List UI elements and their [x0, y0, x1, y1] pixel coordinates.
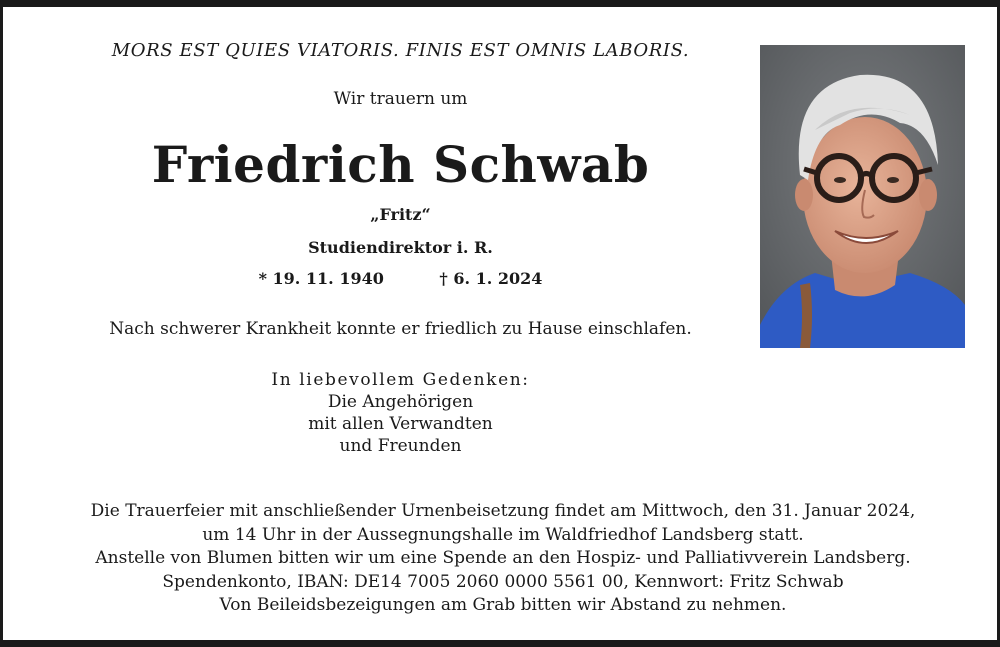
professional-title: Studiendirektor i. R.: [308, 238, 493, 257]
birth-date: * 19. 11. 1940: [258, 269, 384, 288]
motto: MORS EST QUIES VIATORIS. FINIS EST OMNIS LABORIS.: [111, 40, 690, 61]
death-date: † 6. 1. 2024: [439, 269, 543, 288]
service-info: [23, 500, 983, 618]
memory-line: Die Angehörigen: [327, 392, 474, 412]
deceased-name: Friedrich Schwab: [151, 135, 650, 194]
life-dates: [43, 269, 758, 288]
service-line: Die Trauerfeier mit anschließender Urnenbeisetzung findet am Mittwoch, den 31. Januar 2024,: [90, 501, 916, 521]
service-line: Von Beileidsbezeigungen am Grab bitten wir Abstand zu nehmen.: [219, 595, 787, 615]
service-line: um 14 Uhr in der Aussegnungshalle im Waldfriedhof Landsberg statt.: [202, 524, 804, 545]
portrait-photo-icon: [760, 45, 965, 348]
nickname: „Fritz“: [370, 205, 431, 224]
memory-lead: In liebevollem Gedenken:: [271, 370, 530, 390]
memory-line: und Freunden: [339, 436, 462, 456]
service-line: Anstelle von Blumen bitten wir um eine Spende an den Hospiz- und Palliativverein Landsberg.: [95, 548, 911, 568]
memory-block: [43, 369, 758, 457]
intro-line: Wir trauern um: [333, 89, 468, 109]
service-line: Spendenkonto, IBAN: DE14 7005 2060 0000 5561 00, Kennwort: Fritz Schwab: [162, 571, 844, 592]
death-note: Nach schwerer Krankheit konnte er friedlich zu Hause einschlafen.: [109, 319, 692, 339]
memory-line: mit allen Verwandten: [308, 414, 493, 434]
portrait-illustration: [760, 45, 965, 348]
